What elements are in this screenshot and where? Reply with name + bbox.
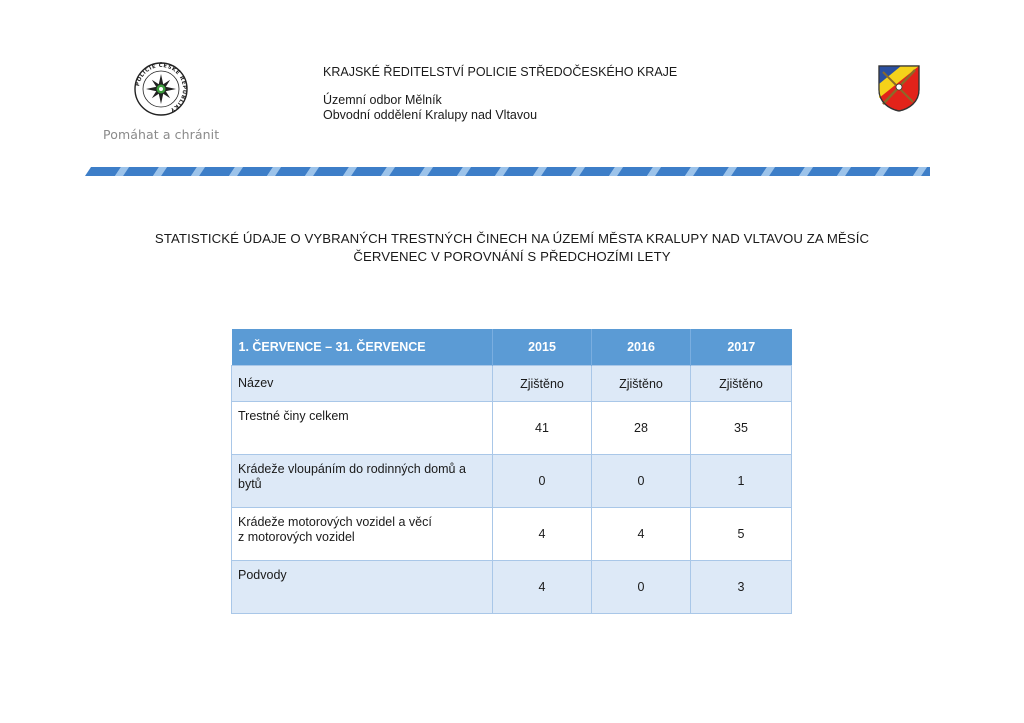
stripe-segment <box>85 167 121 176</box>
table-row <box>232 508 792 561</box>
motto: Pomáhat a chránit <box>103 127 220 142</box>
header-period: 1. ČERVENCE – 31. ČERVENCE <box>232 329 493 366</box>
svg-text:POLICIE ČESKÉ REPUBLIKY: POLICIE ČESKÉ REPUBLIKY <box>135 62 188 113</box>
cell-value: 4 <box>493 508 592 561</box>
stripe-segment <box>237 167 273 176</box>
row-label: Krádeže motorových vozidel a věcí z motorových vozidel <box>232 508 493 561</box>
unit-name: Územní odbor Mělník <box>323 93 442 107</box>
row-label: Podvody <box>232 561 493 614</box>
cell-value: 35 <box>691 402 792 455</box>
stripe-segment <box>769 167 805 176</box>
stripe-segment <box>427 167 463 176</box>
header-year-2017: 2017 <box>691 329 792 366</box>
stripe-segment <box>807 167 843 176</box>
statistics-table <box>231 329 792 614</box>
table-header-row <box>232 329 792 366</box>
subheader-name: Název <box>232 366 493 402</box>
cell-value: 5 <box>691 508 792 561</box>
stripe-segment <box>617 167 653 176</box>
stripe-segment <box>503 167 539 176</box>
stripe-segment <box>351 167 387 176</box>
stripe-segment <box>693 167 729 176</box>
subheader-found: Zjištěno <box>493 366 592 402</box>
subheader-found: Zjištěno <box>592 366 691 402</box>
stripe-segment <box>275 167 311 176</box>
cell-value: 28 <box>592 402 691 455</box>
header-year-2016: 2016 <box>592 329 691 366</box>
cell-value: 3 <box>691 561 792 614</box>
subheader-found: Zjištěno <box>691 366 792 402</box>
row-label: Krádeže vloupáním do rodinných domů a bytů <box>232 455 493 508</box>
org-name: KRAJSKÉ ŘEDITELSTVÍ POLICIE STŘEDOČESKÉHO KRAJE <box>323 65 678 79</box>
stripe-segment <box>845 167 881 176</box>
city-crest-icon <box>877 64 921 112</box>
cell-value: 0 <box>592 455 691 508</box>
cell-value: 0 <box>493 455 592 508</box>
table-row <box>232 402 792 455</box>
table-row <box>232 455 792 508</box>
stripe-segment <box>655 167 691 176</box>
stripe-segment <box>579 167 615 176</box>
letterhead <box>323 65 677 123</box>
stripe-segment <box>541 167 577 176</box>
cell-value: 41 <box>493 402 592 455</box>
title-line-2: ČERVENEC V POROVNÁNÍ S PŘEDCHOZÍMI LETY <box>353 249 671 264</box>
dept-name: Obvodní oddělení Kralupy nad Vltavou <box>323 108 538 122</box>
table-row <box>232 561 792 614</box>
table-subheader-row <box>232 366 792 402</box>
stripe-segment <box>313 167 349 176</box>
stripe-segment <box>199 167 235 176</box>
stripe-segment <box>465 167 501 176</box>
document-title <box>60 230 964 266</box>
stripe-segment <box>123 167 159 176</box>
cell-value: 1 <box>691 455 792 508</box>
stripe-segment <box>161 167 197 176</box>
header-stripe <box>85 167 930 176</box>
stripe-segment <box>731 167 767 176</box>
cell-value: 4 <box>592 508 691 561</box>
stripe-segment <box>883 167 919 176</box>
cell-value: 0 <box>592 561 691 614</box>
row-label: Trestné činy celkem <box>232 402 493 455</box>
cell-value: 4 <box>493 561 592 614</box>
police-star-logo-icon <box>133 61 189 117</box>
stripe-segment <box>389 167 425 176</box>
title-line-1: STATISTICKÉ ÚDAJE O VYBRANÝCH TRESTNÝCH ČINECH NA ÚZEMÍ MĚSTA KRALUPY NAD VLTAVOU ZA MĚSÍC <box>154 231 870 246</box>
header-year-2015: 2015 <box>493 329 592 366</box>
